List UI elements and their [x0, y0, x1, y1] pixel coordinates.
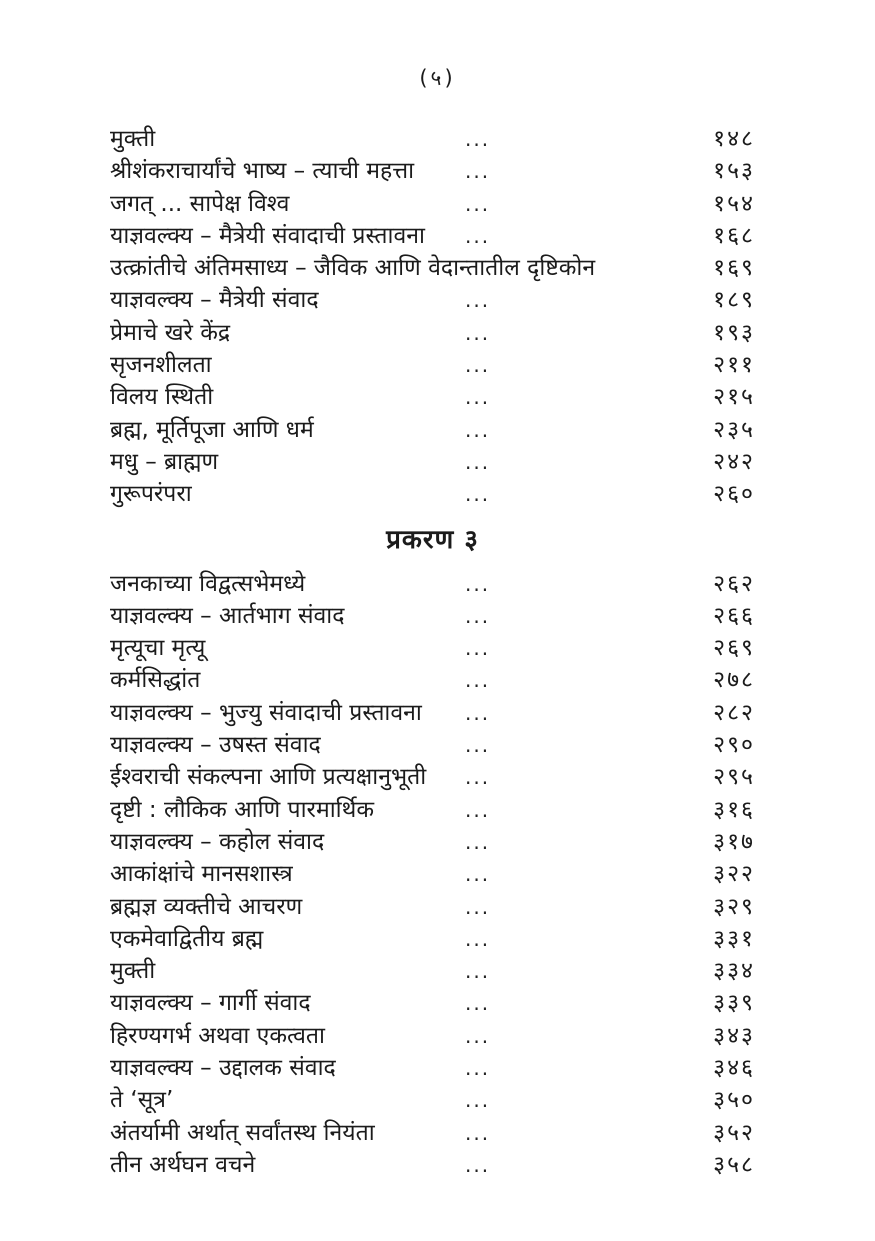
toc-entry-title: कर्मसिद्धांत [110, 667, 201, 694]
toc-leader-dots: ... [465, 288, 491, 313]
toc-leader-dots: ... [465, 191, 491, 216]
toc-leader-dots: ... [465, 223, 491, 248]
toc-leader-dots: ... [465, 385, 491, 410]
toc-leader-dots: ... [465, 1056, 491, 1081]
toc-entry-title: याज्ञवल्क्य – गार्गी संवाद [110, 990, 311, 1017]
toc-entry-page-number: २१५ [713, 384, 755, 411]
toc-row [110, 695, 755, 727]
toc-entry-page-number: २६० [713, 481, 755, 508]
toc-row [110, 953, 755, 985]
toc-row [110, 121, 755, 153]
toc-entry-page-number: ३१६ [713, 796, 755, 823]
toc-row [110, 315, 755, 347]
toc-entry-page-number: १४८ [713, 126, 755, 152]
toc-entry-page-number: ३४३ [713, 1022, 755, 1049]
toc-entry-page-number: २६२ [713, 570, 755, 597]
toc-entry-title: दृष्टी : लौकिक आणि पारमार्थिक [110, 796, 374, 823]
chapter-heading: प्रकरण ३ [386, 524, 479, 555]
toc-entry-title: याज्ञवल्क्य – आर्तभाग संवाद [110, 602, 345, 629]
toc-entry-title: ईश्वराची संकल्पना आणि प्रत्यक्षानुभूती [110, 764, 427, 791]
toc-leader-dots: ... [465, 862, 491, 887]
toc-entry-title: मृत्यूचा मृत्यू [110, 635, 206, 662]
toc-leader-dots: ... [465, 765, 491, 790]
toc-leader-dots: ... [465, 449, 491, 474]
toc-row [110, 824, 755, 856]
toc-entry-page-number: २७८ [713, 667, 755, 694]
toc-leader-dots: ... [465, 482, 491, 507]
toc-leader-dots: ... [465, 603, 491, 628]
toc-leader-dots: ... [465, 571, 491, 596]
toc-entry-title: ते ‘सूत्र’ [110, 1087, 174, 1114]
toc-leader-dots: ... [465, 353, 491, 378]
toc-entry-page-number: १५४ [713, 190, 755, 217]
toc-leader-dots: ... [465, 320, 491, 345]
toc-row [110, 1082, 755, 1114]
toc-row [110, 476, 755, 508]
toc-row [110, 792, 755, 824]
toc-entry-page-number: २४२ [713, 448, 755, 475]
toc-leader-dots: ... [465, 829, 491, 854]
toc-entry-page-number: ३२२ [713, 861, 755, 888]
toc-entry-page-number: १९३ [713, 319, 755, 346]
toc-entry-title: याज्ञवल्क्य – मैत्रेयी संवाद [110, 287, 319, 314]
toc-leader-dots: ... [465, 668, 491, 693]
toc-row [110, 1018, 755, 1050]
toc-entry-title: ब्रह्म, मूर्तिपूजा आणि धर्म [110, 416, 314, 443]
toc-entry-title: याज्ञवल्क्य – मैत्रेयी संवादाची प्रस्तावना [110, 222, 425, 249]
toc-entry-title: प्रेमाचे खरे केंद्र [110, 319, 231, 346]
toc-entry-page-number: ३४६ [713, 1055, 755, 1082]
toc-row [110, 444, 755, 476]
toc-row [110, 250, 755, 282]
toc-entry-page-number: २९० [713, 732, 755, 759]
toc-leader-dots: ... [465, 1152, 491, 1177]
toc-entry-page-number: २८२ [713, 699, 755, 726]
toc-row [110, 662, 755, 694]
toc-entry-page-number: २११ [713, 352, 755, 379]
toc-leader-dots: ... [465, 959, 491, 984]
toc-leader-dots: ... [465, 417, 491, 442]
toc-leader-dots: ... [465, 894, 491, 919]
toc-row [110, 598, 755, 630]
toc-entry-title: याज्ञवल्क्य – कहोल संवाद [110, 828, 325, 855]
toc-entry-page-number: ३५८ [713, 1151, 755, 1178]
toc-row [110, 856, 755, 888]
toc-row [110, 566, 755, 598]
toc-row [110, 379, 755, 411]
toc-leader-dots: ... [465, 636, 491, 661]
toc-row [110, 1115, 755, 1147]
toc-entry-title: आकांक्षांचे मानसशास्त्र [110, 861, 293, 888]
toc-entry-page-number: ३३४ [713, 958, 755, 985]
toc-entry-title: सृजनशीलता [110, 352, 212, 379]
toc-entry-title: एकमेवाद्वितीय ब्रह्म [110, 925, 264, 952]
toc-entry-title: याज्ञवल्क्य – उषस्त संवाद [110, 732, 321, 759]
toc-row [110, 630, 755, 662]
toc-row [110, 412, 755, 444]
toc-row [110, 1050, 755, 1082]
toc-entry-title: विलय स्थिती [110, 384, 214, 411]
toc-row [110, 759, 755, 791]
toc-row [110, 347, 755, 379]
toc-leader-dots: ... [465, 127, 491, 151]
toc-entry-page-number: १५३ [713, 158, 755, 185]
toc-entry-title: गुरूपरंपरा [110, 481, 192, 508]
toc-leader-dots: ... [465, 1120, 491, 1145]
toc-entry-title: हिरण्यगर्भ अथवा एकत्वता [110, 1022, 325, 1049]
toc-entry-page-number: २९५ [713, 764, 755, 791]
toc-entry-page-number: ३३१ [713, 925, 755, 952]
toc-entry-page-number: १६८ [713, 222, 755, 249]
page-number-header: (५) [419, 66, 456, 90]
toc-row [110, 186, 755, 218]
toc-entry-title: याज्ञवल्क्य – उद्दालक संवाद [110, 1055, 336, 1082]
toc-row [110, 1147, 755, 1179]
toc-row [110, 218, 755, 250]
toc-entry-page-number: ३१७ [713, 828, 755, 855]
toc-entry-page-number: ३२९ [713, 893, 755, 920]
toc-leader-dots: ... [465, 926, 491, 951]
toc-row [110, 727, 755, 759]
toc-entry-title: ब्रह्मज्ञ व्यक्तीचे आचरण [110, 893, 303, 920]
toc-entry-title: जगत् ... सापेक्ष विश्व [110, 190, 290, 217]
toc-leader-dots: ... [465, 700, 491, 725]
toc-row [110, 282, 755, 314]
toc-row [110, 889, 755, 921]
toc-entry-page-number: २६६ [713, 602, 755, 629]
toc-entry-page-number: १८९ [713, 287, 755, 314]
toc-row [110, 153, 755, 185]
toc-leader-dots: ... [465, 991, 491, 1016]
toc-entry-page-number: ३५२ [713, 1119, 755, 1146]
toc-entry-page-number: १६९ [713, 255, 755, 282]
toc-leader-dots: ... [465, 159, 491, 184]
toc-row [110, 921, 755, 953]
toc-entry-title: श्रीशंकराचार्यांचे भाष्य – त्याची महत्ता [110, 158, 415, 185]
toc-leader-dots: ... [465, 1088, 491, 1113]
toc-leader-dots: ... [465, 733, 491, 758]
toc-entry-page-number: २६९ [713, 635, 755, 662]
toc-leader-dots: ... [465, 797, 491, 822]
toc-entry-title: उत्क्रांतीचे अंतिमसाध्य – जैविक आणि वेदान्तातील दृष्टिकोन [110, 255, 596, 282]
toc-entry-title: मधु – ब्राह्मण [110, 448, 219, 475]
toc-entry-title: तीन अर्थघन वचने [110, 1151, 256, 1178]
toc-entry-title: मुक्ती [110, 126, 156, 152]
toc-entry-title: याज्ञवल्क्य – भुज्यु संवादाची प्रस्तावना [110, 699, 422, 726]
toc-list [110, 121, 755, 1179]
toc-entry-page-number: २३५ [713, 416, 755, 443]
toc-entry-title: मुक्ती [110, 958, 156, 985]
toc-entry-page-number: ३३९ [713, 990, 755, 1017]
toc-leader-dots: ... [465, 1023, 491, 1048]
toc-entry-title: अंतर्यामी अर्थात् सर्वांतस्थ नियंता [110, 1119, 375, 1146]
toc-row [110, 985, 755, 1017]
toc-entry-title: जनकाच्या विद्वत्सभेमध्ये [110, 570, 306, 597]
toc-entry-page-number: ३५० [713, 1087, 755, 1114]
